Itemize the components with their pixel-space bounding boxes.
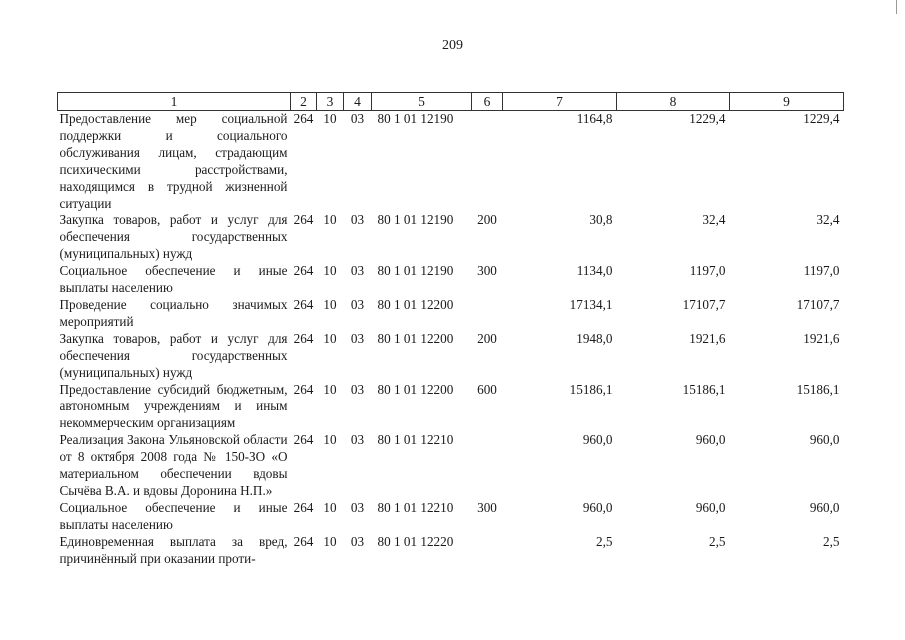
column-header: 7: [503, 93, 617, 111]
cell-target-article: 80 1 01 12210: [377, 432, 454, 448]
cell-amount-7: 960,0: [582, 499, 613, 515]
cell-amount-9: 17107,7: [796, 296, 840, 312]
cell-subsection: 03: [350, 263, 365, 279]
column-header: 2: [291, 93, 317, 111]
cell-amount-8: 1229,4: [689, 111, 726, 126]
cell-amount-7: 30,8: [589, 212, 613, 228]
cell-ministry: 264: [293, 212, 314, 228]
column-header: 3: [317, 93, 344, 111]
cell-target-article: 80 1 01 12210: [377, 499, 454, 515]
cell-section: 10: [323, 499, 337, 515]
cell-section: 10: [323, 381, 337, 397]
cell-expense-type: 600: [477, 381, 497, 397]
column-header: 4: [344, 93, 372, 111]
cell-amount-7: 2,5: [596, 533, 613, 549]
cell-target-article: 80 1 01 12200: [377, 330, 454, 346]
cell-amount-8: 960,0: [695, 432, 726, 448]
cell-subsection: 03: [350, 499, 365, 515]
cell-amount-9: 1229,4: [803, 111, 840, 126]
cell-target-article: 80 1 01 12190: [377, 263, 454, 279]
cell-amount-8: 17107,7: [682, 296, 726, 312]
header-row: [58, 93, 844, 111]
cell-amount-9: 1197,0: [803, 263, 840, 279]
cell-subsection: 03: [350, 111, 365, 126]
cell-expense-type: 300: [477, 499, 497, 515]
cell-amount-9: 2,5: [823, 533, 840, 549]
cell-expense-type: 300: [477, 263, 497, 279]
cell-amount-9: 960,0: [809, 499, 840, 515]
cell-amount-8: 32,4: [702, 212, 726, 228]
cell-section: 10: [323, 296, 337, 312]
cell-amount-7: 15186,1: [569, 381, 613, 397]
row-name: Предоставление субсидий бюджетным, автономным учреждениям и иным некоммерческим организациям: [59, 381, 288, 431]
cell-subsection: 03: [350, 330, 365, 346]
cell-ministry: 264: [293, 432, 314, 448]
cell-target-article: 80 1 01 12190: [377, 111, 454, 126]
cell-expense-type: 200: [477, 212, 497, 228]
table-row: [58, 263, 844, 297]
cell-amount-9: 15186,1: [796, 381, 840, 397]
column-header: 9: [730, 93, 844, 111]
cell-amount-7: 17134,1: [569, 296, 613, 312]
cell-amount-9: 32,4: [816, 212, 840, 228]
cell-expense-type: [472, 534, 503, 568]
table-row: [58, 331, 844, 382]
cell-section: 10: [323, 432, 337, 448]
table-header: [58, 93, 844, 111]
row-name: Предоставление мер социальной поддержки и социального обслуживания лицам, страдающим психическими расстройствами, находящимся в трудной жизненной ситуации: [59, 111, 288, 211]
cell-amount-7: 960,0: [582, 432, 613, 448]
row-name: Социальное обеспечение и иные выплаты населению: [59, 263, 288, 296]
cell-target-article: 80 1 01 12200: [377, 296, 454, 312]
cell-amount-7: 1948,0: [576, 330, 613, 346]
table-row: [58, 212, 844, 263]
table-row: [58, 382, 844, 433]
page-number: 209: [442, 38, 463, 53]
cell-ministry: 264: [293, 111, 314, 126]
cell-expense-type: [472, 111, 503, 213]
cell-ministry: 264: [293, 263, 314, 279]
table-body: [58, 111, 844, 568]
row-name: Единовременная выплата за вред, причинённый при оказании проти-: [59, 533, 288, 566]
cell-ministry: 264: [293, 499, 314, 515]
cell-amount-8: 2,5: [709, 533, 726, 549]
row-name: Проведение социально значимых мероприятий: [59, 296, 288, 329]
row-name: Социальное обеспечение и иные выплаты населению: [59, 499, 288, 532]
cell-amount-9: 1921,6: [803, 330, 840, 346]
cell-expense-type: [472, 297, 503, 331]
cell-amount-9: 960,0: [809, 432, 840, 448]
cell-target-article: 80 1 01 12190: [377, 212, 454, 228]
cell-amount-8: 1197,0: [689, 263, 726, 279]
cell-expense-type: 200: [477, 330, 497, 346]
table-row: [58, 432, 844, 500]
row-name: Закупка товаров, работ и услуг для обеспечения государственных (муниципальных) нужд: [59, 212, 288, 262]
cell-subsection: 03: [350, 432, 365, 448]
cell-ministry: 264: [293, 533, 314, 549]
table-row: [58, 500, 844, 534]
cell-amount-8: 15186,1: [682, 381, 726, 397]
cell-section: 10: [323, 533, 337, 549]
cell-amount-7: 1164,8: [576, 111, 613, 126]
row-name: Закупка товаров, работ и услуг для обеспечения государственных (муниципальных) нужд: [59, 330, 288, 380]
cell-target-article: 80 1 01 12200: [377, 381, 454, 397]
column-header: 8: [617, 93, 730, 111]
cell-section: 10: [323, 212, 337, 228]
table-row: [58, 297, 844, 331]
cell-target-article: 80 1 01 12220: [377, 533, 454, 549]
table-row: [58, 111, 844, 213]
budget-table: [57, 92, 844, 567]
cell-subsection: 03: [350, 381, 365, 397]
cell-expense-type: [472, 432, 503, 500]
cell-amount-7: 1134,0: [576, 263, 613, 279]
cell-section: 10: [323, 263, 337, 279]
row-name: Реализация Закона Ульяновской области от 8 октября 2008 года № 150-ЗО «О материальном обеспечении вдовы Сычёва В.А. и вдовы Доронина Н.П.»: [59, 432, 288, 498]
cell-subsection: 03: [350, 533, 365, 549]
cell-amount-8: 1921,6: [689, 330, 726, 346]
table-row: [58, 534, 844, 568]
cell-subsection: 03: [350, 296, 365, 312]
column-header: 1: [58, 93, 291, 111]
scan-edge-mark: [896, 0, 897, 14]
cell-ministry: 264: [293, 381, 314, 397]
cell-ministry: 264: [293, 296, 314, 312]
cell-section: 10: [323, 111, 337, 126]
column-header: 5: [372, 93, 472, 111]
cell-amount-8: 960,0: [695, 499, 726, 515]
cell-section: 10: [323, 330, 337, 346]
cell-ministry: 264: [293, 330, 314, 346]
cell-subsection: 03: [350, 212, 365, 228]
column-header: 6: [472, 93, 503, 111]
